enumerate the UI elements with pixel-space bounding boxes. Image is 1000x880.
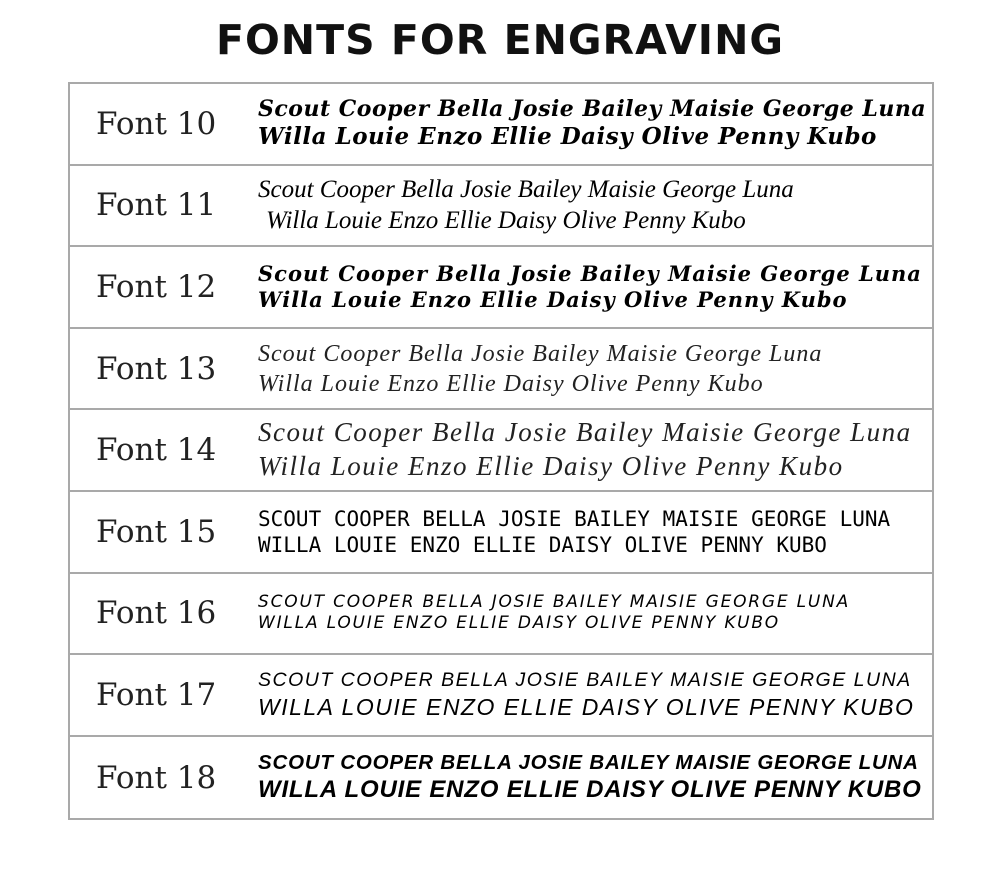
font-sample	[246, 410, 932, 490]
font-label: Font 18	[96, 759, 217, 796]
font-row-17	[70, 655, 932, 737]
font-label: Font 15	[96, 513, 217, 550]
sample-line-2: WILLA LOUIE ENZO ELLIE DAISY OLIVE PENNY KUBO	[258, 613, 780, 634]
font-label: Font 12	[96, 268, 217, 305]
sample-line-1: SCOUT COOPER BELLA JOSIE BAILEY MAISIE GEORGE LUNA	[258, 750, 919, 774]
sample-line-2: WILLA LOUIE ENZO ELLIE DAISY OLIVE PENNY KUBO	[258, 532, 827, 557]
sample-line-2: Willa Louie Enzo Ellie Daisy Olive Penny Kubo	[258, 286, 848, 312]
font-sample	[246, 574, 932, 654]
font-sample	[246, 737, 932, 819]
font-row-11	[70, 166, 932, 248]
sample-line-2: Willa Louie Enzo Ellie Daisy Olive Penny Kubo	[258, 123, 877, 151]
font-sample	[246, 655, 932, 735]
font-sample	[246, 166, 932, 246]
sample-line-1: Scout Cooper Bella Josie Bailey Maisie George Luna	[258, 176, 794, 204]
sample-line-2: WILLA LOUIE ENZO ELLIE DAISY OLIVE PENNY KUBO	[258, 776, 922, 804]
sample-line-1: SCOUT COOPER BELLA JOSIE BAILEY MAISIE GEORGE LUNA	[258, 506, 891, 531]
font-sample	[246, 329, 932, 409]
sample-line-1: Scout Cooper Bella Josie Bailey Maisie George Luna	[258, 95, 927, 122]
sample-line-1: SCOUT COOPER BELLA JOSIE BAILEY MAISIE GEORGE LUNA	[258, 592, 851, 613]
sample-line-1: SCOUT COOPER BELLA JOSIE BAILEY MAISIE GEORGE LUNA	[258, 669, 912, 692]
font-sample	[246, 84, 932, 164]
font-label: Font 13	[96, 350, 217, 387]
sample-line-2: WILLA LOUIE ENZO ELLIE DAISY OLIVE PENNY KUBO	[258, 693, 915, 720]
font-table	[68, 82, 934, 820]
font-row-16	[70, 574, 932, 656]
sample-line-1: Scout Cooper Bella Josie Bailey Maisie George Luna	[258, 417, 912, 448]
sample-line-2: Willa Louie Enzo Ellie Daisy Olive Penny Kubo	[258, 370, 764, 397]
font-label: Font 14	[96, 432, 217, 469]
font-label: Font 11	[96, 187, 217, 224]
page-title: FONTS FOR ENGRAVING	[215, 16, 785, 64]
font-row-12	[70, 247, 932, 329]
sample-line-1: Scout Cooper Bella Josie Bailey Maisie George Luna	[258, 340, 823, 367]
sample-line-2: Willa Louie Enzo Ellie Daisy Olive Penny Kubo	[258, 451, 844, 482]
font-label: Font 10	[96, 105, 217, 142]
font-label: Font 17	[96, 676, 217, 713]
sample-line-2: Willa Louie Enzo Ellie Daisy Olive Penny Kubo	[266, 207, 746, 235]
font-label: Font 16	[96, 595, 217, 632]
font-row-10	[70, 84, 932, 166]
font-row-14	[70, 410, 932, 492]
font-sample	[246, 247, 932, 327]
font-sample	[246, 492, 932, 572]
font-row-15	[70, 492, 932, 574]
sample-line-1: Scout Cooper Bella Josie Bailey Maisie George Luna	[258, 260, 922, 286]
font-row-13	[70, 329, 932, 411]
font-row-18	[70, 737, 932, 819]
